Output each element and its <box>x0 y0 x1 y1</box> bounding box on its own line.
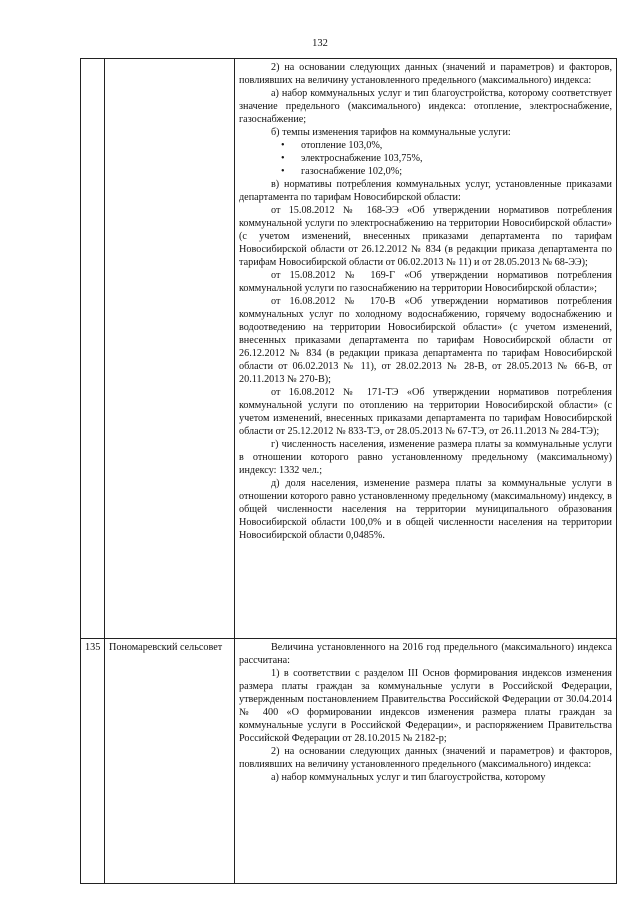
tariff-list <box>239 139 612 178</box>
page-number: 132 <box>312 38 328 49</box>
row-number: 135 <box>81 639 105 884</box>
paragraph: д) доля населения, изменение размера платы за коммунальные услуги в отношении которого равно установленному предельному (максимальному) индексу, в общей численности населения на территории муниципального образования Новосибирской области 100,0% и в общей численности населения на территории Новосибирской области 0,0485%. <box>239 478 612 541</box>
document-table <box>80 58 617 884</box>
municipality-name <box>105 59 235 639</box>
list-item: • газоснабжение 102,0%; <box>301 165 612 178</box>
paragraph: от 15.08.2012 № 168-ЭЭ «Об утверждении нормативов потребления коммунальной услуги по электроснабжению на территории Новосибирской области» (с учетом изменений, внесенных приказами департамента по тарифам Новосибирской области от 26.12.2012 № 834 (в редакции приказа департамента по тарифам Новосибирской области от 06.02.2013 № 11) и от 28.05.2013 № 68-ЭЭ); <box>239 205 612 268</box>
paragraph: а) набор коммунальных услуг и тип благоустройства, которому соответствует значение предельного (максимального) индекса: отопление, электроснабжение, газоснабжение; <box>239 88 612 125</box>
list-item: • отопление 103,0%, <box>301 139 612 152</box>
municipality-name: Пономаревский сельсовет <box>105 639 235 884</box>
paragraph: от 15.08.2012 № 169-Г «Об утверждении нормативов потребления коммунальной услуги по газоснабжению на территории Новосибирской области»; <box>239 270 612 294</box>
paragraph: от 16.08.2012 № 171-ТЭ «Об утверждении нормативов потребления коммунальной услуги по отоплению на территории Новосибирской области» (с учетом изменений, внесенных приказами департамента по тарифам Новосибирской области от 25.12.2012 № 833-ТЭ, от 28.05.2013 № 67-ТЭ, от 26.11.2013 № 284-ТЭ); <box>239 387 612 437</box>
paragraph: 1) в соответствии с разделом III Основ формирования индексов изменения размера платы граждан за коммунальные услуги в Российской Федерации, утвержденным постановлением Правительства Российской Федерации от 30.04.2014 № 400 «О формировании индексов изменения размера платы граждан за коммунальные услуги в Российской Федерации», и распоряжением Правительства Российской Федерации от 28.10.2015 № 2182-р; <box>239 668 612 744</box>
table-row <box>81 639 617 884</box>
paragraph: в) нормативы потребления коммунальных услуг, установленные приказами департамента по тарифам Новосибирской области: <box>239 179 612 203</box>
paragraph: 2) на основании следующих данных (значений и параметров) и факторов, повлиявших на величину установленного предельного (максимального) индекса: <box>239 62 612 86</box>
paragraph: Величина установленного на 2016 год предельного (максимального) индекса рассчитана: <box>239 642 612 666</box>
paragraph: а) набор коммунальных услуг и тип благоустройства, которому <box>271 772 546 783</box>
row-number <box>81 59 105 639</box>
list-item: • электроснабжение 103,75%, <box>301 152 612 165</box>
paragraph: от 16.08.2012 № 170-В «Об утверждении нормативов потребления коммунальных услуг по холодному водоснабжению, горячему водоснабжению и водоотведению на территории Новосибирской области» (с учетом изменений, внесенных приказами департамента по тарифам Новосибирской области от 26.12.2012 № 834 (в редакции приказа департамента по тарифам Новосибирской области от 06.02.2013 № 11), от 28.02.2013 № 28-В, от 28.05.2013 № 66-В, от 20.11.2013 № 270-В); <box>239 296 612 385</box>
paragraph: 2) на основании следующих данных (значений и параметров) и факторов, повлиявших на величину установленного предельного (максимального) индекса: <box>239 746 612 770</box>
paragraph: б) темпы изменения тарифов на коммунальные услуги: <box>271 127 511 138</box>
table-row <box>81 59 617 639</box>
paragraph: г) численность населения, изменение размера платы за коммунальные услуги в отношении которого равно установленному предельному (максимальному) индексу: 1332 чел.; <box>239 439 612 476</box>
description-cell <box>235 59 617 639</box>
description-cell <box>235 639 617 884</box>
